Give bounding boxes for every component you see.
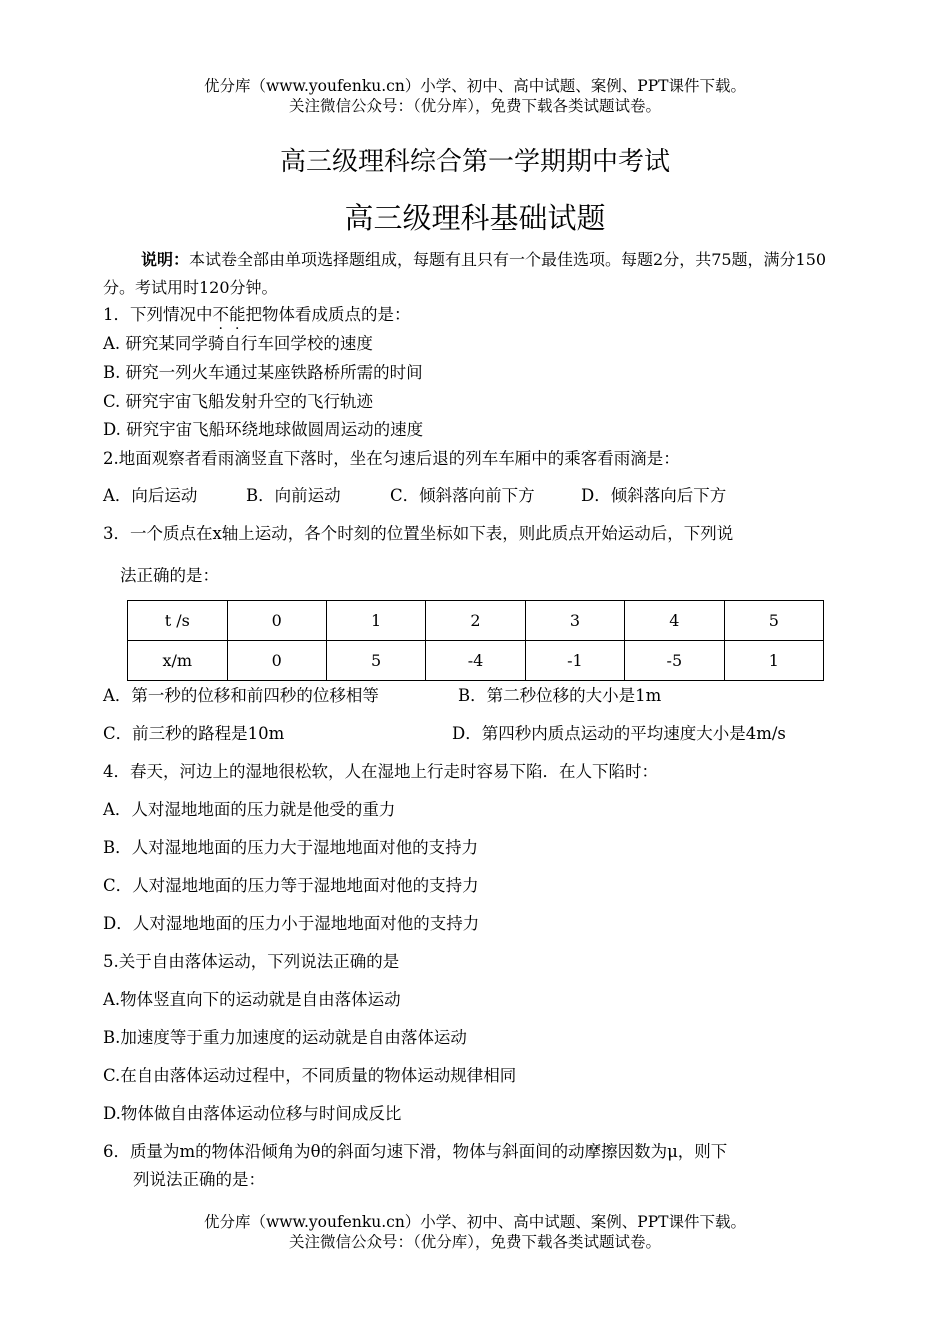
table-cell: 3 (525, 601, 624, 641)
q1-emphasis-2: 能 (229, 305, 246, 324)
q4-stem: 4．春天，河边上的湿地很松软，人在湿地上行走时容易下陷．在人下陷时： (103, 762, 658, 781)
position-time-table (127, 600, 824, 681)
q3-option-b: B．第二秒位移的大小是1m (458, 686, 662, 705)
table-cell: -1 (525, 641, 624, 681)
footer-line-1: 优分库（www.youfenku.cn）小学、初中、高中试题、案例、PPT课件下载。 (203, 1213, 747, 1231)
table-cell: 5 (326, 641, 425, 681)
q6-stem-line-2: 列说法正确的是： (133, 1170, 265, 1189)
table-cell: 1 (326, 601, 425, 641)
table-cell: t /s (128, 601, 228, 641)
table-cell: 0 (227, 641, 326, 681)
q1-stem-pre: 1．下列情况中 (103, 305, 213, 324)
q1-option-c: C. 研究宇宙飞船发射升空的飞行轨迹 (103, 392, 374, 411)
table-row (128, 601, 824, 641)
footer-line-2: 关注微信公众号：（优分库），免费下载各类试题试卷。 (288, 1233, 661, 1251)
q3-stem-line-1: 3．一个质点在x轴上运动，各个时刻的位置坐标如下表，则此质点开始运动后，下列说 (103, 524, 734, 543)
q4-option-a: A．人对湿地地面的压力就是他受的重力 (103, 800, 396, 819)
instructions-text: 本试卷全部由单项选择题组成，每题有且只有一个最佳选项。每题2分，共75题，满分150分。考试用时120分钟。 (103, 250, 827, 297)
q1-option-b: B. 研究一列火车通过某座铁路桥所需的时间 (103, 363, 423, 382)
paper-title: 高三级理科基础试题 (344, 201, 606, 235)
table-cell: 5 (724, 601, 823, 641)
q1-stem (103, 304, 411, 326)
header-line-1: 优分库（www.youfenku.cn）小学、初中、高中试题、案例、PPT课件下载。 (203, 77, 747, 95)
q4-option-d: D．人对湿地地面的压力小于湿地地面对他的支持力 (103, 914, 480, 933)
table-cell: 0 (227, 601, 326, 641)
table-cell: -4 (426, 641, 525, 681)
q5-option-c: C.在自由落体运动过程中，不同质量的物体运动规律相同 (103, 1066, 517, 1085)
q4-option-c: C．人对湿地地面的压力等于湿地地面对他的支持力 (103, 876, 479, 895)
q2-option-d: D．倾斜落向后下方 (581, 486, 727, 505)
q5-option-b: B.加速度等于重力加速度的运动就是自由落体运动 (103, 1028, 467, 1047)
q2-option-b: B．向前运动 (246, 486, 341, 505)
q2-option-c: C．倾斜落向前下方 (390, 486, 535, 505)
q4-option-b: B．人对湿地地面的压力大于湿地地面对他的支持力 (103, 838, 479, 857)
header-line-2: 关注微信公众号：（优分库），免费下载各类试题试卷。 (288, 97, 661, 115)
q1-stem-post: 把物体看成质点的是： (245, 305, 411, 324)
table-cell: x/m (128, 641, 228, 681)
q3-option-d: D．第四秒内质点运动的平均速度大小是4m/s (452, 724, 786, 743)
q6-stem-line-1: 6．质量为m的物体沿倾角为θ的斜面匀速下滑，物体与斜面间的动摩擦因数为μ，则下 (103, 1142, 728, 1161)
exam-title: 高三级理科综合第一学期期中考试 (279, 147, 670, 177)
table-cell: 4 (625, 601, 724, 641)
table-cell: 1 (724, 641, 823, 681)
q5-option-a: A.物体竖直向下的运动就是自由落体运动 (103, 990, 401, 1009)
q5-option-d: D.物体做自由落体运动位移与时间成反比 (103, 1104, 402, 1123)
table-row (128, 641, 824, 681)
q3-stem-line-2: 法正确的是： (120, 566, 219, 585)
q3-option-c: C．前三秒的路程是10m (103, 724, 285, 743)
table-cell: -5 (625, 641, 724, 681)
q1-emphasis-1: 不 (212, 305, 229, 324)
q1-option-a: A. 研究某同学骑自行车回学校的速度 (103, 334, 373, 353)
q2-stem: 2.地面观察者看雨滴竖直下落时，坐在匀速后退的列车车厢中的乘客看雨滴是： (103, 449, 680, 468)
table-cell: 2 (426, 601, 525, 641)
instructions (103, 246, 848, 302)
q5-stem: 5.关于自由落体运动，下列说法正确的是 (103, 952, 400, 971)
q3-option-a: A．第一秒的位移和前四秒的位移相等 (103, 686, 379, 705)
q2-option-a: A．向后运动 (103, 486, 198, 505)
q1-option-d: D. 研究宇宙飞船环绕地球做圆周运动的速度 (103, 420, 424, 439)
instructions-label: 说明： (141, 250, 190, 269)
